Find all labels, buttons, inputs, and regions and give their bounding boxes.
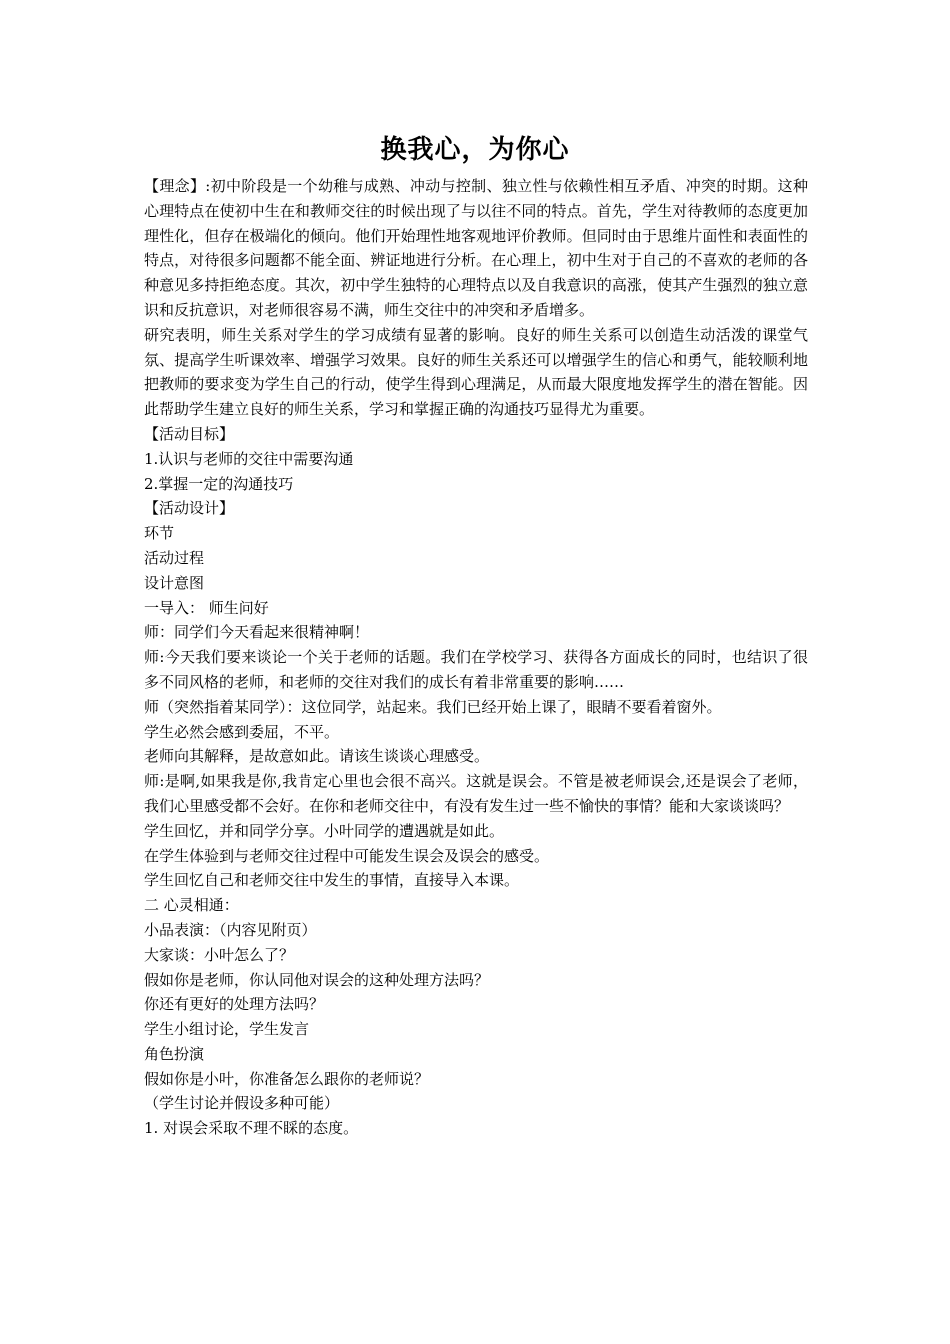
text-paragraph: 师:今天我们要来谈论一个关于老师的话题。我们在学校学习、获得各方面成长的同时，也结识了很多不同风格的老师，和老师的交往对我们的成长有着非常重要的影响……	[144, 648, 808, 691]
text-line: 假如你是老师，你认同他对误会的这种处理方法吗？	[144, 970, 490, 989]
text-line: 学生小组讨论，学生发言	[144, 1020, 310, 1039]
text-line: 角色扮演	[144, 1044, 205, 1063]
text-line: （学生讨论并假设多种可能）	[144, 1094, 340, 1113]
research-paragraph: 研究表明，师生关系对学生的学习成绩有显著的影响。良好的师生关系可以创造生动活泼的课堂气氛、提高学生听课效率、增强学习效果。良好的师生关系还可以增强学生的信心和勇气，能较顺利地把教师的要求变为学生自己的行动，使学生得到心理满足，从而最大限度地发挥学生的潜在智能。因此帮助学生建立良好的师生关系，学习和掌握正确的沟通技巧显得尤为重要。	[144, 325, 808, 419]
column-stage-label: 环节	[144, 524, 175, 543]
text-line: 老师向其解释，是故意如此。请该生谈谈心理感受。	[144, 747, 490, 766]
goal-item: 1.认识与老师的交往中需要沟通	[144, 449, 354, 468]
text-line: 假如你是小叶，你准备怎么跟你的老师说？	[144, 1069, 430, 1088]
column-intent-label: 设计意图	[144, 573, 205, 592]
design-heading: 【活动设计】	[144, 499, 235, 518]
text-line: 学生回忆，并和同学分享。小叶同学的遭遇就是如此。	[144, 821, 505, 840]
goal-item: 2.掌握一定的沟通技巧	[144, 474, 294, 493]
column-process-label: 活动过程	[144, 548, 205, 567]
stage-heading: 一导入： 师生问好	[144, 598, 269, 617]
text-line: 学生回忆自己和老师交往中发生的事情，直接导入本课。	[144, 871, 520, 890]
text-line: 你还有更好的处理方法吗？	[144, 995, 325, 1014]
document-title: 换我心，为你心	[380, 135, 570, 165]
stage-heading: 二 心灵相通：	[144, 896, 239, 915]
list-item: 1. 对误会采取不理不睬的态度。	[144, 1119, 359, 1138]
intro-paragraph: 【理念】:初中阶段是一个幼稚与成熟、冲动与控制、独立性与依赖性相互矛盾、冲突的时期。这种心理特点在使初中生在和教师交往的时候出现了与以往不同的特点。首先，学生对待教师的态度更加理性化，但存在极端化的倾向。他们开始理性地客观地评价教师。但同时由于思维片面性和表面性的特点，对待很多问题都不能全面、辨证地进行分析。在心理上，初中生对于自己的不喜欢的老师的各种意见多持拒绝态度。其次，初中学生独特的心理特点以及自我意识的高涨，使其产生强烈的独立意识和反抗意识，对老师很容易不满，师生交往中的冲突和矛盾增多。	[144, 177, 808, 319]
text-line: 师（突然指着某同学）：这位同学，站起来。我们已经开始上课了，眼睛不要看着窗外。	[144, 697, 722, 716]
document-body	[144, 174, 808, 1141]
text-paragraph: 师:是啊,如果我是你,我肯定心里也会很不高兴。这就是误会。不管是被老师误会,还是误会了老师，我们心里感受都不会好。在你和老师交往中，有没有发生过一些不愉快的事情？能和大家谈谈吗？	[144, 772, 808, 815]
text-line: 学生必然会感到委屈，不平。	[144, 722, 340, 741]
text-line: 在学生体验到与老师交往过程中可能发生误会及误会的感受。	[144, 846, 550, 865]
text-line: 师：同学们今天看起来很精神啊！	[144, 623, 370, 642]
text-line: 小品表演：（内容见附页）	[144, 920, 317, 939]
goals-heading: 【活动目标】	[144, 424, 235, 443]
text-line: 大家谈：小叶怎么了？	[144, 945, 295, 964]
